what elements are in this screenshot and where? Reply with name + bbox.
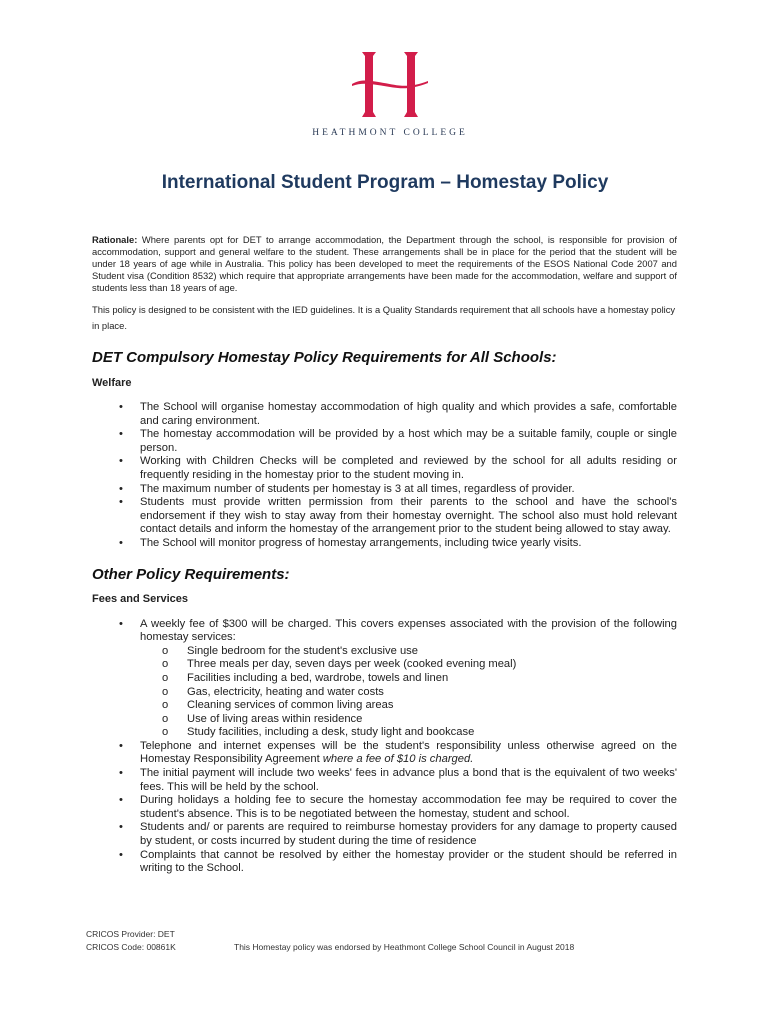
rationale-paragraph xyxy=(92,234,677,294)
subheading-welfare: Welfare xyxy=(92,376,132,389)
cricos-provider: CRICOS Provider: DET xyxy=(86,929,175,939)
list-item: • The School will monitor progress of homestay arrangements, including twice yearly visits. xyxy=(140,537,677,551)
college-logo xyxy=(300,50,480,138)
list-item: • The maximum number of students per homestay is 3 at all times, regardless of provider. xyxy=(140,483,677,497)
list-item: • Working with Children Checks will be completed and reviewed by the school for all adults residing or frequently residing in the homestay prior to the student moving in. xyxy=(140,455,677,482)
cricos-code: CRICOS Code: 00861K xyxy=(86,942,176,952)
service-item: o Cleaning services of common living areas xyxy=(187,699,677,713)
list-item: • During holidays a holding fee to secure the homestay accommodation fee may be required to cover the student's absence. This is to be negotiated between the homestay, student and school. xyxy=(140,794,677,821)
subheading-fees: Fees and Services xyxy=(92,593,189,606)
rationale-text: Where parents opt for DET to arrange accommodation, the Department through the school, is responsible for provision of accommodation, support and general welfare to the student. These arrangements shall be in place for the period that the student will be under 18 years of age while in Australia. This policy has been developed to meet the requirements of the ESOS National Code 2007 and Student visa (Condition 8532) which require that appropriate arrangements have been made for the accommodation, welfare and support of students less than 18 years of age. xyxy=(92,234,677,293)
list-item: • The homestay accommodation will be provided by a host which may be a suitable family, couple or single person. xyxy=(140,428,677,455)
phone-item-text: Telephone and internet expenses will be the student's responsibility unless otherwise agreed on the Homestay Responsibility Agreement xyxy=(140,739,677,766)
service-item: o Three meals per day, seven days per week (cooked evening meal) xyxy=(187,658,677,672)
logo-text: HEATHMONT COLLEGE xyxy=(312,128,468,138)
list-item xyxy=(140,740,677,767)
list-item: • The School will organise homestay accommodation of high quality and which provides a safe, comfortable and caring environment. xyxy=(140,401,677,428)
list-item: • Students and/ or parents are required to reimburse homestay providers for any damage to property caused by student, or costs incurred by student during the time of residence xyxy=(140,821,677,848)
consistency-paragraph: This policy is designed to be consistent with the IED guidelines. It is a Quality Standards requirement that all schools have a homestay policy in place. xyxy=(92,304,676,331)
service-item: o Facilities including a bed, wardrobe, towels and linen xyxy=(187,672,677,686)
footer xyxy=(86,928,575,954)
list-item xyxy=(140,618,677,740)
service-item: o Use of living areas within residence xyxy=(187,713,677,727)
section-heading-other: Other Policy Requirements: xyxy=(92,565,290,583)
welfare-list xyxy=(92,401,677,551)
service-item: o Gas, electricity, heating and water costs xyxy=(187,686,677,700)
service-item: o Study facilities, including a desk, study light and bookcase xyxy=(187,726,677,740)
fees-list xyxy=(92,618,677,876)
rationale-label: Rationale: xyxy=(92,234,138,245)
h-logo-icon xyxy=(350,50,430,120)
list-item: • Students must provide written permission from their parents to the school and have the school's endorsement if they wish to stay away from their homestay overnight. The school also must hold relevant contact details and inform the homestay of the arrangement prior to the student being allowed to stay away. xyxy=(140,496,677,537)
service-item: o Single bedroom for the student's exclusive use xyxy=(187,645,677,659)
phone-item-italic: where a fee of $10 is charged. xyxy=(322,753,474,766)
fee-item-text: A weekly fee of $300 will be charged. This covers expenses associated with the provision of the following homestay services: xyxy=(140,617,677,644)
endorsement-note: This Homestay policy was endorsed by Heathmont College School Council in August 2018 xyxy=(234,942,575,952)
list-item: • The initial payment will include two weeks' fees in advance plus a bond that is the equivalent of two weeks' fees. This will be held by the school. xyxy=(140,767,677,794)
document-body xyxy=(92,234,677,876)
services-list xyxy=(140,645,677,740)
page-title: International Student Program – Homestay Policy xyxy=(161,172,609,193)
list-item: • Complaints that cannot be resolved by either the homestay provider or the student should be referred in writing to the School. xyxy=(140,849,677,876)
section-heading-det: DET Compulsory Homestay Policy Requirements for All Schools: xyxy=(92,349,557,366)
